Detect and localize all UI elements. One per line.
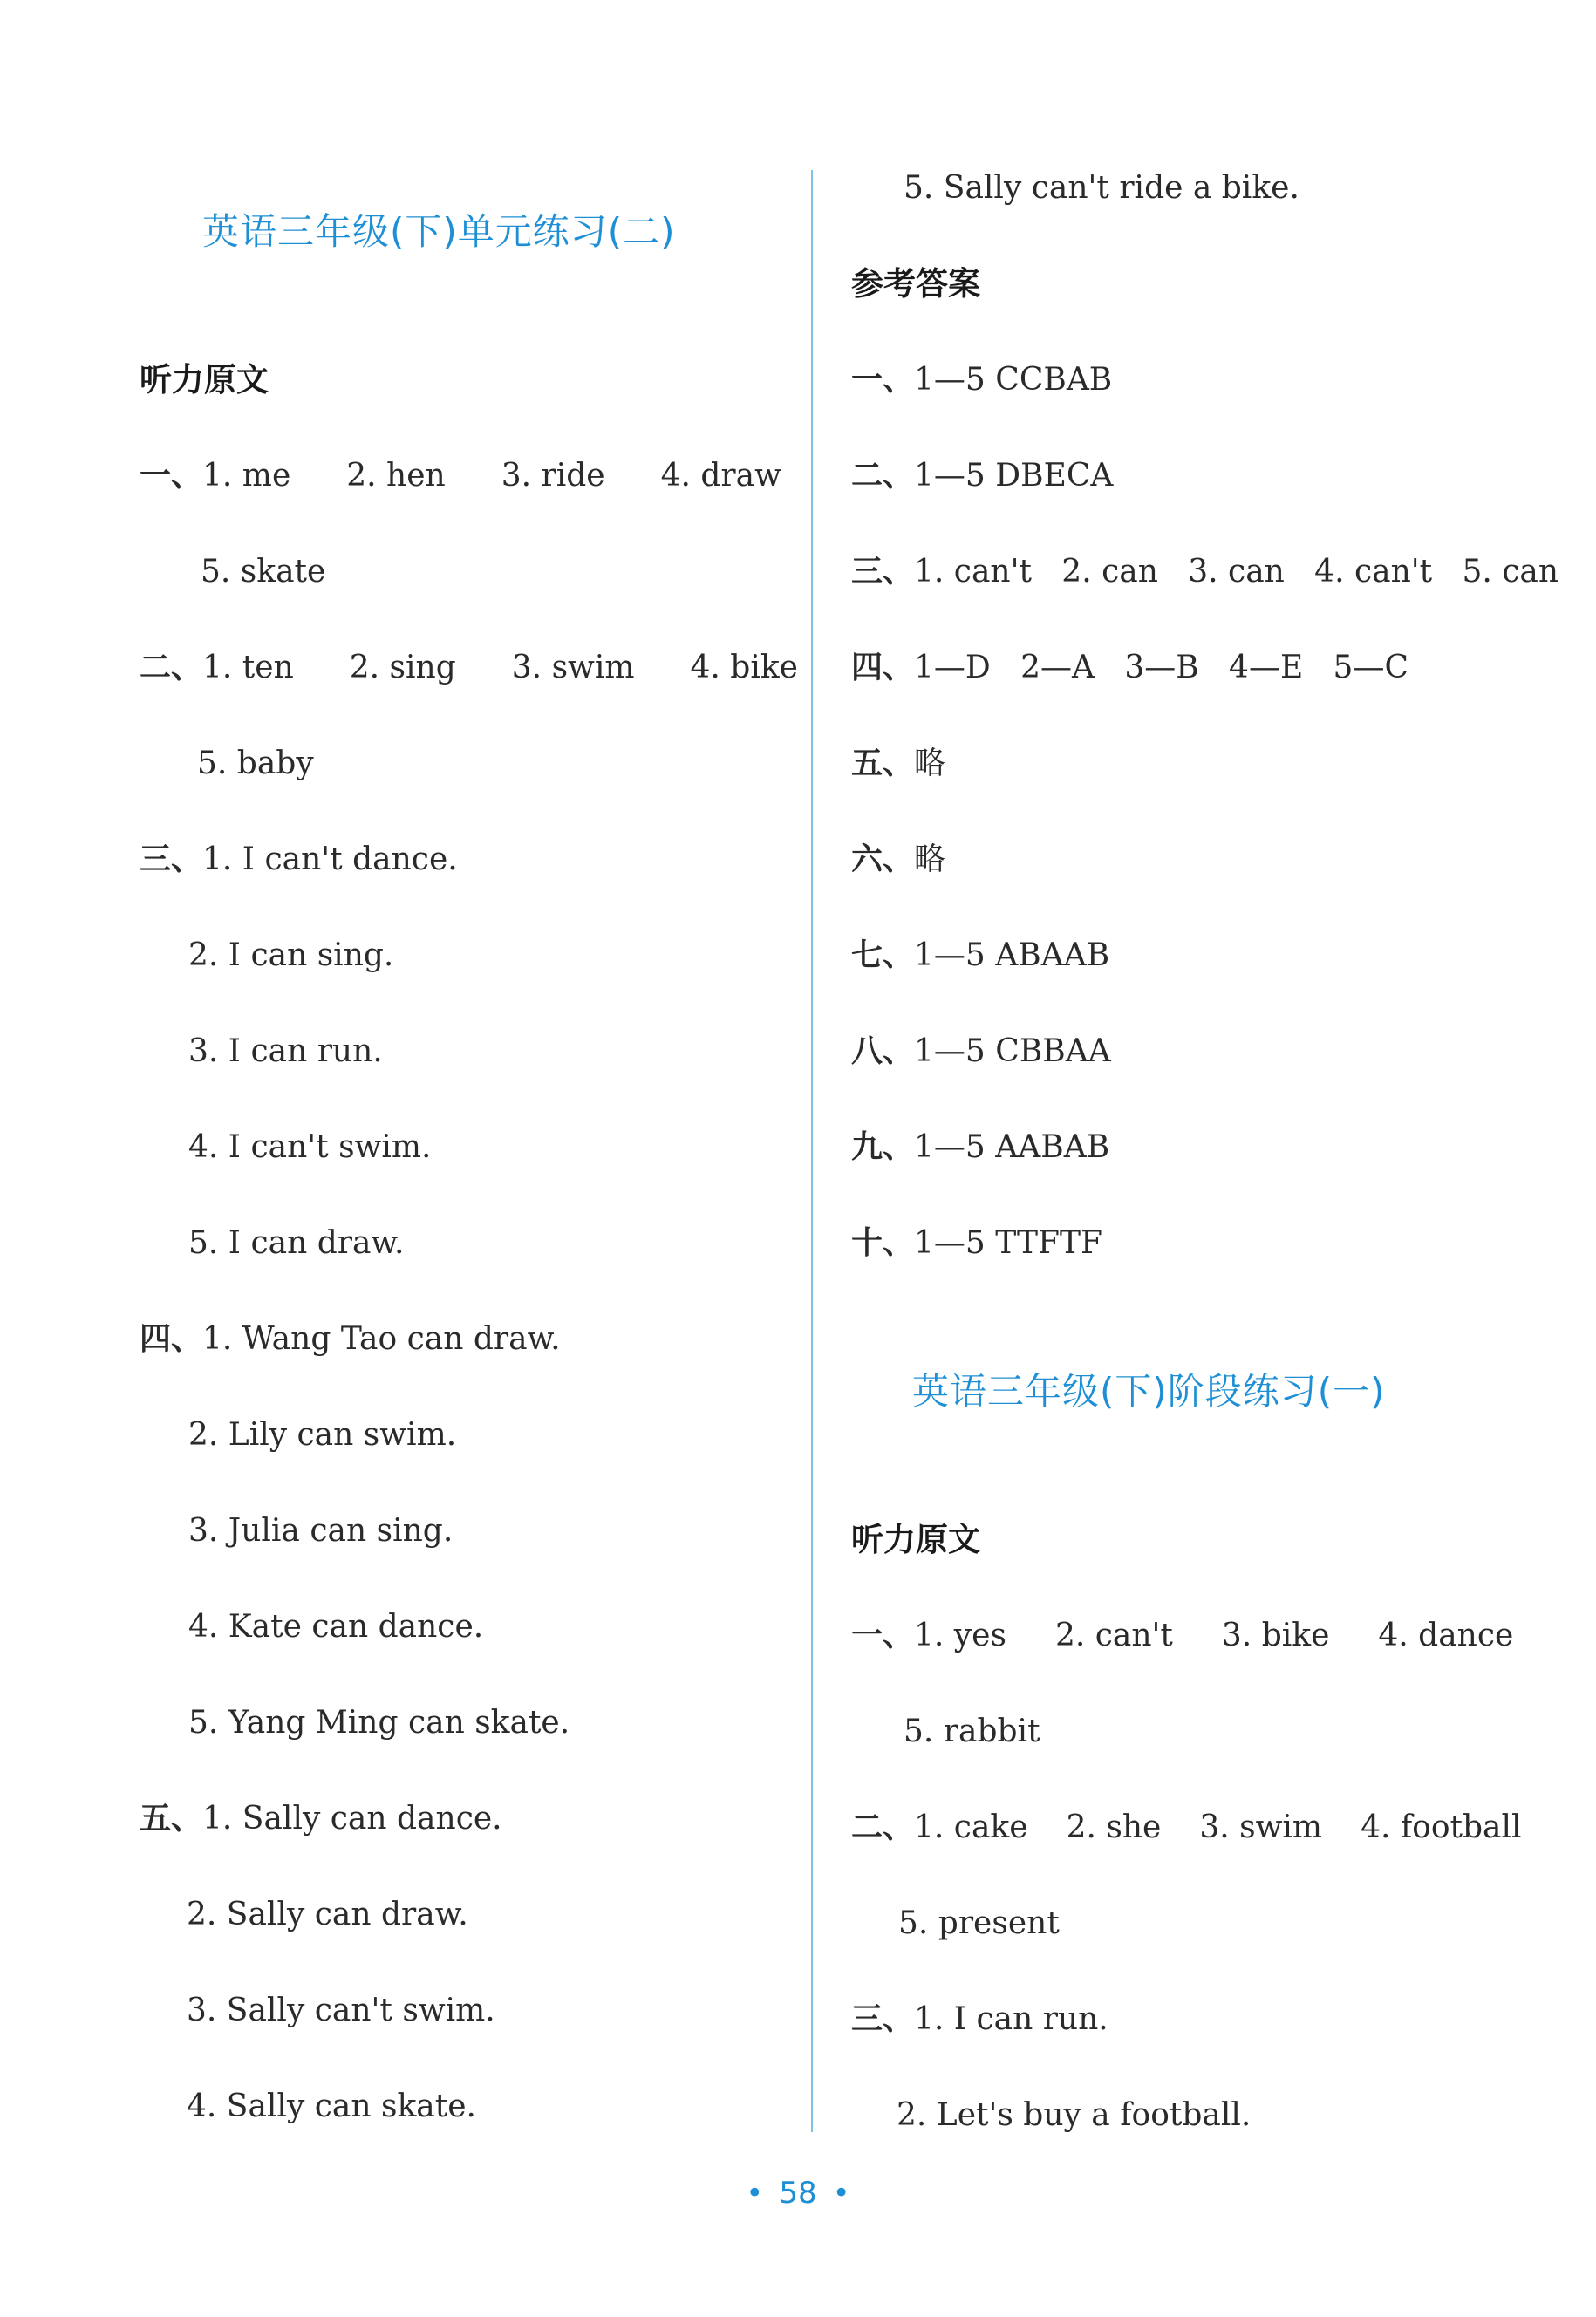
answer-row xyxy=(851,1031,1111,1073)
list-item: 5. I can draw. xyxy=(188,1225,405,1261)
answer-row xyxy=(851,647,1408,689)
answer-row xyxy=(851,551,1558,593)
column-divider xyxy=(811,170,813,2132)
list-item: 1. yes xyxy=(914,1618,1006,1653)
section-label: 六、 xyxy=(851,842,915,877)
list-item: 1. Sally can dance. xyxy=(202,1801,502,1837)
section-label: 八、 xyxy=(851,1033,915,1069)
section-label: 一、 xyxy=(851,362,915,398)
section-label: 四、 xyxy=(851,650,915,685)
list-item: 4. dance xyxy=(1378,1618,1514,1653)
bullet-dot-icon: • xyxy=(746,2176,764,2211)
list-item: 4. football xyxy=(1361,1809,1522,1845)
section-label: 七、 xyxy=(851,937,915,973)
list-item: 3. bike xyxy=(1221,1618,1330,1653)
answer-text: 1—5 AABAB xyxy=(914,1129,1110,1165)
answer-row xyxy=(851,839,945,881)
section-label: 三、 xyxy=(851,554,915,589)
list-item: 5. Sally can't ride a bike. xyxy=(904,170,1299,206)
answer-text: 略 xyxy=(914,842,946,877)
listening-heading: 听力原文 xyxy=(140,361,269,399)
list-item: 3. swim xyxy=(511,650,635,685)
section-label: 三、 xyxy=(851,2001,915,2037)
answer-text: 1—5 CCBAB xyxy=(914,362,1113,398)
answer-row xyxy=(851,1127,1109,1169)
section-label: 三、 xyxy=(140,842,203,877)
list-item: 4. Kate can dance. xyxy=(188,1609,484,1645)
bullet-dot-icon: • xyxy=(832,2176,850,2211)
section-label: 二、 xyxy=(140,650,203,685)
list-item: 1. Wang Tao can draw. xyxy=(202,1321,561,1357)
list-item: 4. I can't swim. xyxy=(188,1129,432,1165)
section-label: 九、 xyxy=(851,1129,915,1165)
section-label: 一、 xyxy=(140,458,203,494)
list-item: 1. cake xyxy=(914,1809,1028,1845)
stage-practice-title: 英语三年级(下)阶段练习(一) xyxy=(912,1370,1386,1413)
section-1-row xyxy=(140,455,781,497)
section-label: 一、 xyxy=(851,1618,915,1653)
list-item: 4. bike xyxy=(690,650,798,685)
section-label: 二、 xyxy=(851,458,915,494)
list-item: 5. baby xyxy=(197,746,314,781)
answer-text: 1—D 2—A 3—B 4—E 5—C xyxy=(914,650,1408,685)
list-item: 5. rabbit xyxy=(904,1714,1040,1749)
section-3-row xyxy=(140,839,458,881)
section-label: 五、 xyxy=(851,746,915,781)
unit-practice-title: 英语三年级(下)单元练习(二) xyxy=(202,210,676,253)
list-item: 4. Sally can skate. xyxy=(187,2089,476,2124)
answer-text: 1—5 TTFTF xyxy=(914,1225,1102,1261)
list-item: 5. Yang Ming can skate. xyxy=(188,1705,570,1741)
list-item: 3. Julia can sing. xyxy=(188,1513,454,1549)
section-3-row xyxy=(851,1999,1108,2041)
answer-row xyxy=(851,359,1112,401)
list-item: 2. Let's buy a football. xyxy=(897,2097,1252,2133)
page-number xyxy=(0,2176,1596,2211)
list-item: 3. ride xyxy=(501,458,605,494)
list-item: 5. skate xyxy=(201,554,326,589)
page-number-value: 58 xyxy=(779,2176,817,2211)
list-item: 2. Lily can swim. xyxy=(188,1417,457,1453)
answer-text: 略 xyxy=(914,746,946,781)
list-item: 5. present xyxy=(898,1905,1060,1941)
section-label: 二、 xyxy=(851,1809,915,1845)
list-item: 3. Sally can't swim. xyxy=(187,1993,495,2028)
section-5-row xyxy=(140,1798,502,1840)
list-item: 3. I can run. xyxy=(188,1033,383,1069)
answer-text: 1—5 DBECA xyxy=(914,458,1114,494)
answers-heading: 参考答案 xyxy=(851,265,980,303)
list-item: 2. can't xyxy=(1054,1618,1173,1653)
list-item: 2. Sally can draw. xyxy=(187,1897,468,1932)
section-label: 十、 xyxy=(851,1225,915,1261)
answer-text: 1—5 ABAAB xyxy=(914,937,1110,973)
section-2-row xyxy=(140,647,798,689)
section-4-row xyxy=(140,1319,561,1360)
section-label: 五、 xyxy=(140,1801,203,1837)
answer-row xyxy=(851,1223,1102,1264)
list-item: 2. sing xyxy=(349,650,456,685)
list-item: 4. draw xyxy=(660,458,781,494)
list-item: 1. I can't dance. xyxy=(202,842,458,877)
answer-row xyxy=(851,935,1109,977)
list-item: 1. ten xyxy=(202,650,294,685)
section-2-row xyxy=(851,1807,1522,1849)
list-item: 1. I can run. xyxy=(914,2001,1108,2037)
section-1-row xyxy=(851,1615,1513,1657)
answer-text: 1. can't 2. can 3. can 4. can't 5. can xyxy=(914,554,1559,589)
list-item: 2. hen xyxy=(346,458,446,494)
listening-heading-2: 听力原文 xyxy=(851,1521,980,1558)
answer-text: 1—5 CBBAA xyxy=(914,1033,1111,1069)
list-item: 3. swim xyxy=(1199,1809,1323,1845)
list-item: 2. I can sing. xyxy=(188,937,394,973)
list-item: 2. she xyxy=(1066,1809,1162,1845)
list-item: 1. me xyxy=(202,458,291,494)
section-label: 四、 xyxy=(140,1321,203,1357)
answer-row xyxy=(851,455,1113,497)
answer-row xyxy=(851,743,945,785)
